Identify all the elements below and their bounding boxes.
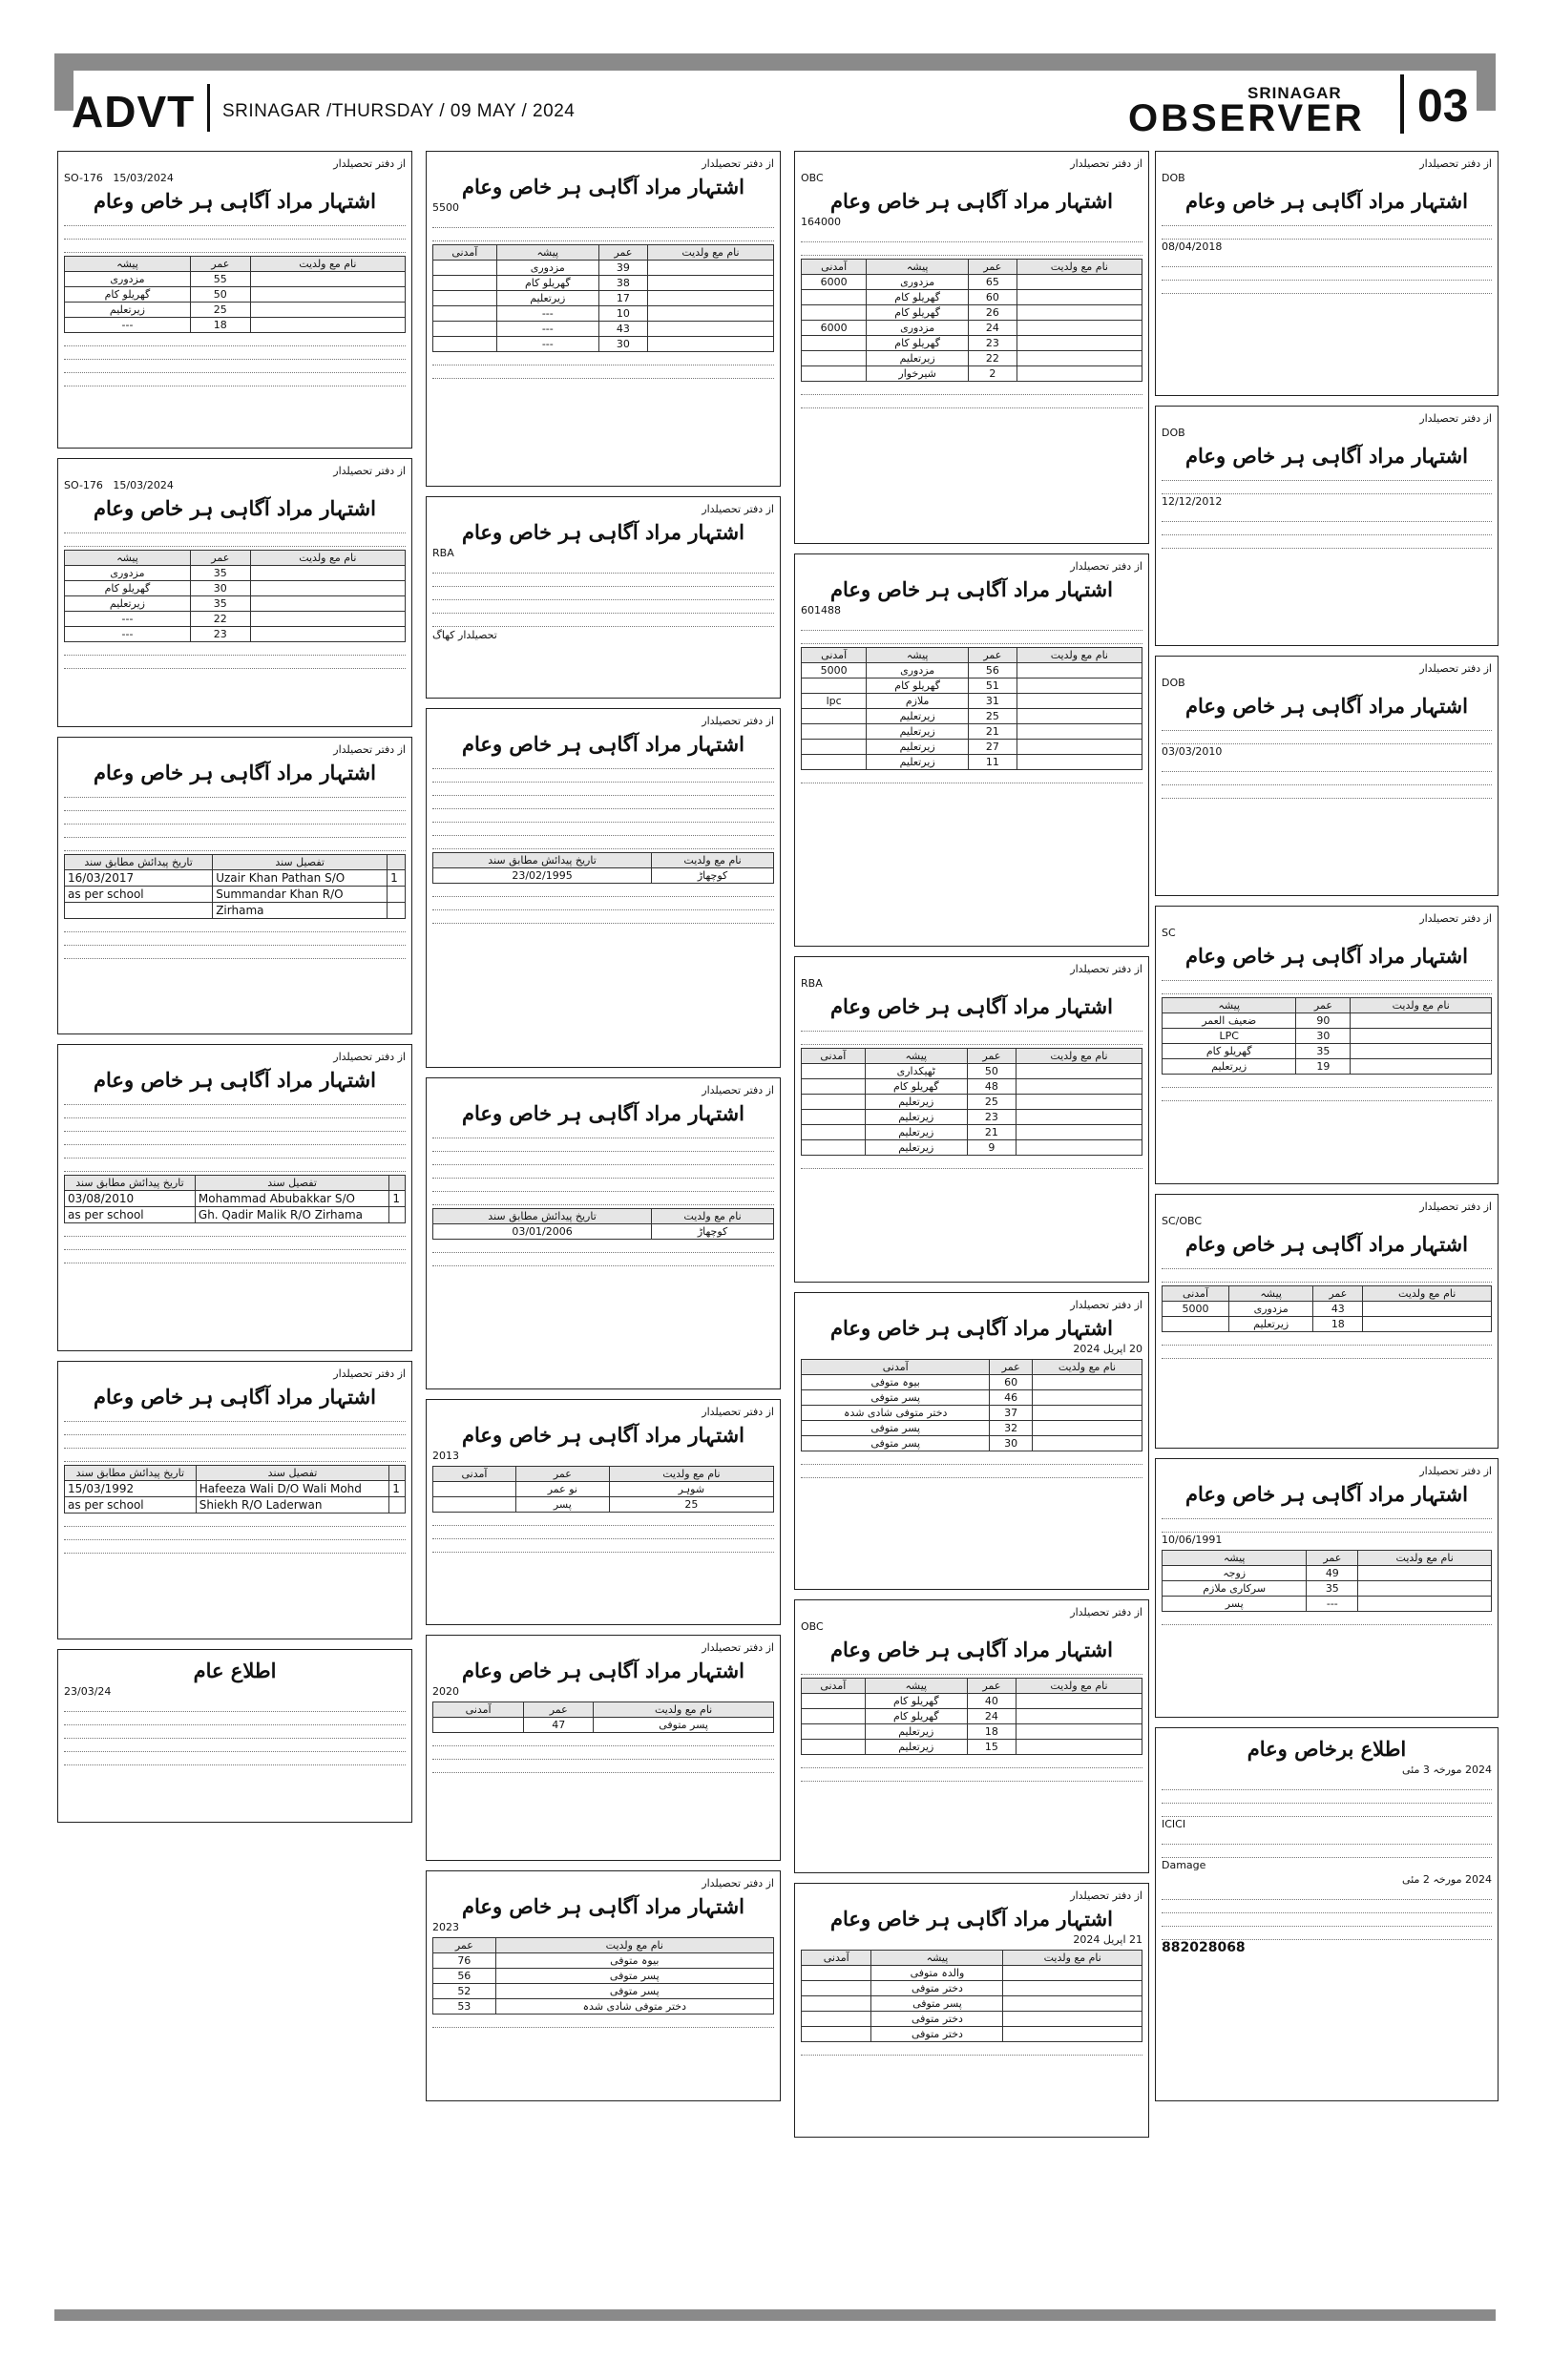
notice-office: از دفتر تحصیلدار <box>1419 662 1492 675</box>
notice-table: آمدنی پیشہ عمر نام مع ولدیت 5000 مزدوری 43 زیرتعلیم 18 <box>1162 1285 1492 1332</box>
notice-date-2: 2024 مورخہ 2 مئی <box>1401 1873 1492 1886</box>
notice-date: 2024 مورخہ 3 مئی <box>1401 1764 1492 1776</box>
notice-ref: DOB <box>1162 677 1185 689</box>
notice-office: از دفتر تحصیلدار <box>1419 1200 1492 1213</box>
notice-office: از دفتر تحصیلدار <box>702 1877 774 1889</box>
notice-title: اشتہار مراد آگاہی ہر خاص وعام <box>94 1068 376 1092</box>
notice-ref: SC/OBC <box>1162 1215 1203 1227</box>
notice <box>57 1361 412 1639</box>
notice-office: از دفتر تحصیلدار <box>333 1051 406 1063</box>
column-4 <box>1155 151 1499 2111</box>
notice-table: آمدنی پیشہ عمر نام مع ولدیت 6000 مزدوری 65 گھریلو کام 60 گھریلو کام 26 6000 مزدوری 24 گھریلو کام 23 زیرتعلیم 22 شیرخوار 2 <box>801 259 1142 382</box>
notice-year: 2020 <box>432 1685 459 1698</box>
notice-title: اشتہار مراد آگاہی ہر خاص وعام <box>830 994 1113 1018</box>
notice-title: اشتہار مراد آگاہی ہر خاص وعام <box>94 496 376 520</box>
notice-amount: 5500 <box>432 201 459 214</box>
notice-office: از دفتر تحصیلدار <box>1070 1606 1142 1618</box>
notice-title: اطلاع برخاص وعام <box>1247 1737 1407 1761</box>
notice-table: تاریخ پیدائش مطابق سند تفصیل سند 15/03/1992 Hafeeza Wali D/O Wali Mohd 1 as per school Shiekh R/O Laderwan <box>64 1465 406 1514</box>
notice-table: عمر نام مع ولدیت 76 بیوہ متوفی 56 پسر متوفی 52 پسر متوفی 53 دختر متوفی شادی شدہ <box>432 1937 774 2015</box>
notice-title: اشتہار مراد آگاہی ہر خاص وعام <box>830 1638 1113 1661</box>
notice-table: آمدنی پیشہ عمر نام مع ولدیت مزدوری 39 گھریلو کام 38 زیرتعلیم 17 --- 10 --- 43 --- 30 <box>432 244 774 352</box>
notice-office: از دفتر تحصیلدار <box>333 465 406 477</box>
notice-table: پیشہ عمر نام مع ولدیت ضعیف العمر 90 LPC 30 گھریلو کام 35 زیرتعلیم 19 <box>1162 997 1492 1075</box>
notice-title: اشتہار مراد آگاہی ہر خاص وعام <box>462 520 744 544</box>
column-2 <box>426 151 781 2111</box>
notice-table: پیشہ عمر نام مع ولدیت مزدوری 35 گھریلو کام 30 زیرتعلیم 35 --- 22 --- 23 <box>64 550 406 642</box>
notice-date: 20 اپریل 2024 <box>1073 1343 1142 1355</box>
contact-phone: 882028068 <box>1162 1940 1246 1955</box>
notice <box>794 151 1149 544</box>
notice <box>1155 1458 1499 1718</box>
notice-date: 08/04/2018 <box>1162 240 1223 253</box>
notice-table: تاریخ پیدائش مطابق سند نام مع ولدیت 23/02/1995 کوچھاڑ <box>432 852 774 884</box>
notice-title: اشتہار مراد آگاہی ہر خاص وعام <box>462 175 744 198</box>
notice-ref: DOB <box>1162 427 1185 439</box>
notice-title: اشتہار مراد آگاہی ہر خاص وعام <box>462 1894 744 1918</box>
masthead-divider <box>207 84 210 132</box>
notice-table: تاریخ پیدائش مطابق سند تفصیل سند 03/08/2010 Mohammad Abubakkar S/O 1 as per school Gh. Qadir Malik R/O Zirhama <box>64 1175 406 1223</box>
notice-title: اشتہار مراد آگاہی ہر خاص وعام <box>830 1907 1113 1931</box>
notice-title: اشتہار مراد آگاہی ہر خاص وعام <box>1185 1482 1468 1506</box>
notice-table: تاریخ پیدائش مطابق سند نام مع ولدیت 03/01/2006 کوچھاڑ <box>432 1208 774 1240</box>
notice-date: 21 اپریل 2024 <box>1073 1933 1142 1946</box>
notice-title: اشتہار مراد آگاہی ہر خاص وعام <box>462 732 744 756</box>
bottom-frame-bar <box>54 2309 1496 2321</box>
notice-title: اشتہار مراد آگاہی ہر خاص وعام <box>94 1385 376 1409</box>
page-number: 03 <box>1417 81 1469 132</box>
notice-office: از دفتر تحصیلدار <box>1070 963 1142 975</box>
notice <box>794 1883 1149 2138</box>
notice-title: اشتہار مراد آگاہی ہر خاص وعام <box>1185 444 1468 468</box>
notice <box>57 458 412 727</box>
notice-office: از دفتر تحصیلدار <box>702 1084 774 1096</box>
notice-table: پیشہ عمر نام مع ولدیت زوجہ 49 سرکاری ملازم 35 پسر --- <box>1162 1550 1492 1612</box>
notice-office: از دفتر تحصیلدار <box>1070 1299 1142 1311</box>
notice-ref: OBC <box>801 1620 824 1633</box>
notice-ref: SO-176 15/03/2024 <box>64 479 174 491</box>
notice-amount: 601488 <box>801 604 841 616</box>
notice-office: از دفتر تحصیلدار <box>702 715 774 727</box>
notice <box>1155 906 1499 1184</box>
notice-office: از دفتر تحصیلدار <box>333 157 406 170</box>
notice <box>57 1649 412 1823</box>
notice-title: اشتہار مراد آگاہی ہر خاص وعام <box>462 1423 744 1447</box>
notice-office: از دفتر تحصیلدار <box>333 1367 406 1380</box>
notice <box>426 496 781 699</box>
notice-title: اطلاع عام <box>193 1659 277 1682</box>
notice-office: از دفتر تحصیلدار <box>1070 157 1142 170</box>
notice-ref: OBC <box>801 172 824 184</box>
notice <box>426 1870 781 2101</box>
notice <box>57 151 412 449</box>
notice <box>426 1077 781 1389</box>
notice-year: 2013 <box>432 1450 459 1462</box>
notice <box>57 737 412 1034</box>
notice-title: اشتہار مراد آگاہی ہر خاص وعام <box>830 1316 1113 1340</box>
notice-office: از دفتر تحصیلدار <box>1419 412 1492 425</box>
notice-table: آمدنی پیشہ نام مع ولدیت والدہ متوفی دختر متوفی پسر متوفی دختر متوفی دختر متوفی <box>801 1950 1142 2042</box>
notice-title: اشتہار مراد آگاہی ہر خاص وعام <box>94 189 376 213</box>
notice-table: پیشہ عمر نام مع ولدیت مزدوری 55 گھریلو کام 50 زیرتعلیم 25 --- 18 <box>64 256 406 333</box>
notice-ref: RBA <box>801 977 823 990</box>
notice-table: آمدنی پیشہ عمر نام مع ولدیت ٹھیکداری 50 گھریلو کام 48 زیرتعلیم 25 زیرتعلیم 23 زیرتعلیم 21 زیرتعلیم 9 <box>801 1048 1142 1156</box>
notice <box>1155 1194 1499 1449</box>
top-frame-bar <box>54 53 1496 71</box>
notice-title: اشتہار مراد آگاہی ہر خاص وعام <box>1185 944 1468 968</box>
notice-ref: DOB <box>1162 172 1185 184</box>
notice-title: اشتہار مراد آگاہی ہر خاص وعام <box>462 1659 744 1682</box>
notice <box>794 956 1149 1283</box>
notice-bank: ICICI <box>1162 1818 1186 1830</box>
notice-signature: تحصیلدار کھاگ <box>432 629 497 641</box>
notice <box>794 553 1149 947</box>
notice-office: از دفتر تحصیلدار <box>702 157 774 170</box>
notice <box>1155 151 1499 396</box>
notice-ref: SO-176 15/03/2024 <box>64 172 174 184</box>
notice-office: از دفتر تحصیلدار <box>702 1641 774 1654</box>
notice-office: از دفتر تحصیلدار <box>702 503 774 515</box>
masthead <box>54 74 1496 139</box>
notice-office: از دفتر تحصیلدار <box>702 1406 774 1418</box>
notice-title: اشتہار مراد آگاہی ہر خاص وعام <box>94 761 376 784</box>
notice <box>1155 406 1499 646</box>
notice <box>1155 1727 1499 2101</box>
notice-title: اشتہار مراد آگاہی ہر خاص وعام <box>1185 1232 1468 1256</box>
notice-keyword: Damage <box>1162 1859 1206 1871</box>
notice-office: از دفتر تحصیلدار <box>1419 912 1492 925</box>
column-1 <box>57 151 412 1832</box>
notice-office: از دفتر تحصیلدار <box>1070 1889 1142 1902</box>
notice-amount: 164000 <box>801 216 841 228</box>
notice-ref: SC <box>1162 927 1176 939</box>
notice <box>426 151 781 487</box>
notice-date: 12/12/2012 <box>1162 495 1223 508</box>
notice-table: آمدنی پیشہ عمر نام مع ولدیت گھریلو کام 40 گھریلو کام 24 زیرتعلیم 18 زیرتعلیم 15 <box>801 1678 1142 1755</box>
notice <box>426 708 781 1068</box>
notice-office: از دفتر تحصیلدار <box>333 743 406 756</box>
masthead-divider-right <box>1400 74 1404 134</box>
notice-office: از دفتر تحصیلدار <box>1419 157 1492 170</box>
notice-table: تاریخ پیدائش مطابق سند تفصیل سند 16/03/2017 Uzair Khan Pathan S/O 1 as per school Summandar Khan R/O Zirhama <box>64 854 406 919</box>
notice-title: اشتہار مراد آگاہی ہر خاص وعام <box>830 577 1113 601</box>
notice-table: آمدنی پیشہ عمر نام مع ولدیت 5000 مزدوری 56 گھریلو کام 51 lpc ملازم 31 زیرتعلیم 25 زیرتعلیم 21 زیرتعلیم 27 زیرتعلیم 11 <box>801 647 1142 770</box>
notice-year: 2023 <box>432 1921 459 1933</box>
brand-city: SRINAGAR <box>1247 84 1342 102</box>
brand-logo: OBSERVER <box>1128 97 1365 139</box>
section-label: ADVT <box>72 87 196 136</box>
notice <box>426 1635 781 1861</box>
notice-title: اشتہار مراد آگاہی ہر خاص وعام <box>1185 694 1468 718</box>
notice-date: 10/06/1991 <box>1162 1534 1223 1546</box>
notice <box>1155 656 1499 896</box>
notice <box>57 1044 412 1351</box>
notice <box>794 1292 1149 1590</box>
column-3 <box>794 151 1149 2147</box>
notice-office: از دفتر تحصیلدار <box>1070 560 1142 573</box>
notice-title: اشتہار مراد آگاہی ہر خاص وعام <box>830 189 1113 213</box>
notice-date: 23/03/24 <box>64 1685 112 1698</box>
dateline: SRINAGAR /THURSDAY / 09 MAY / 2024 <box>222 101 576 121</box>
notice-date: 03/03/2010 <box>1162 745 1223 758</box>
notice-ref: RBA <box>432 547 454 559</box>
notice <box>794 1599 1149 1873</box>
notice-table: آمدنی عمر نام مع ولدیت 47 پسر متوفی <box>432 1701 774 1733</box>
notice-table: آمدنی عمر نام مع ولدیت بیوہ متوفی 60 پسر متوفی 46 دختر متوفی شادی شدہ 37 پسر متوفی 32 پسر متوفی 30 <box>801 1359 1142 1451</box>
notice-table: آمدنی عمر نام مع ولدیت نو عمر شوہر پسر 25 <box>432 1466 774 1513</box>
notice <box>426 1399 781 1625</box>
notice-title: اشتہار مراد آگاہی ہر خاص وعام <box>462 1101 744 1125</box>
notice-title: اشتہار مراد آگاہی ہر خاص وعام <box>1185 189 1468 213</box>
notice-office: از دفتر تحصیلدار <box>1419 1465 1492 1477</box>
